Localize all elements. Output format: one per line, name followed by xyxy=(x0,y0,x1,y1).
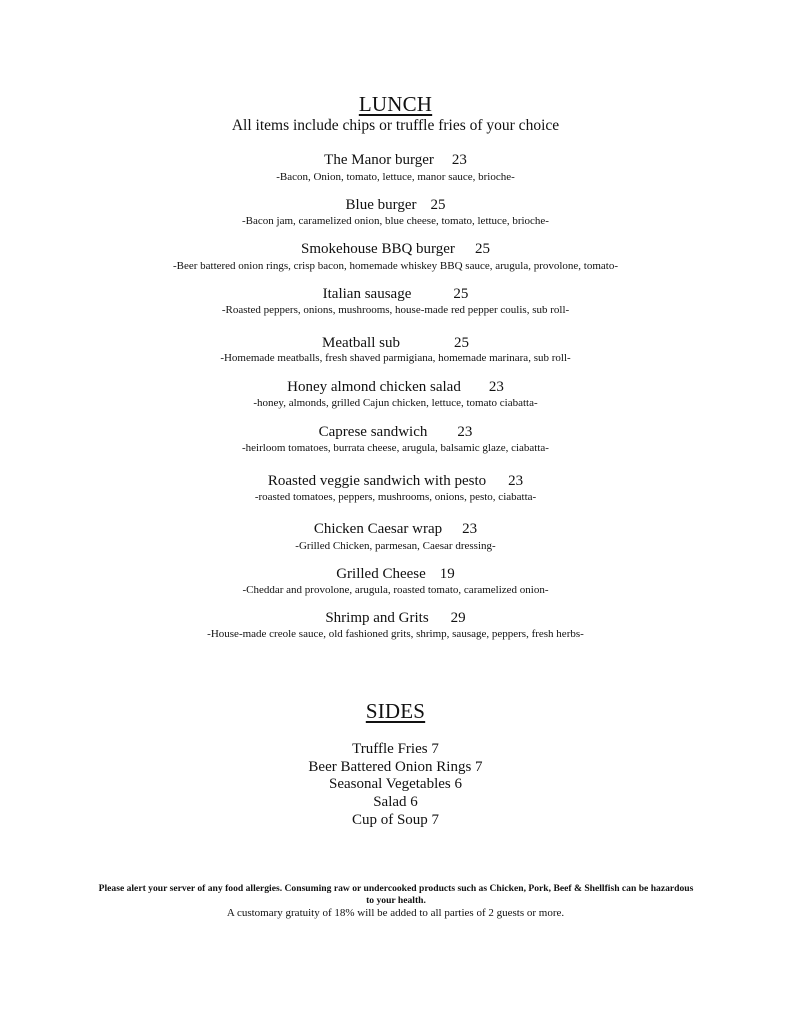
menu-item-description: -Bacon jam, caramelized onion, blue cheese, tomato, lettuce, brioche- xyxy=(242,215,549,227)
item-title: The Manor burger xyxy=(324,152,434,168)
menu-item-name xyxy=(0,152,791,169)
menu-item-description: -Beer battered onion rings, crisp bacon, homemade whiskey BBQ sauce, arugula, provolone, tomato- xyxy=(172,260,619,272)
item-price: 23 xyxy=(451,152,467,168)
item-title: Meatball sub xyxy=(322,335,400,351)
menu-item-name xyxy=(0,241,791,258)
menu-item-description: -honey, almonds, grilled Cajun chicken, lettuce, tomato ciabatta- xyxy=(253,397,538,409)
item-price: 25 xyxy=(474,241,490,257)
item-price: 19 xyxy=(439,566,455,582)
menu-item-name xyxy=(0,610,791,627)
side-item: Cup of Soup 7 xyxy=(351,812,440,828)
item-price: 23 xyxy=(508,473,524,489)
item-title: Honey almond chicken salad xyxy=(287,379,461,395)
menu-item-name xyxy=(0,424,791,441)
menu-item-description: -heirloom tomatoes, burrata cheese, arugula, balsamic glaze, ciabatta- xyxy=(242,442,549,454)
item-title: Blue burger xyxy=(345,197,417,213)
side-item: Seasonal Vegetables 6 xyxy=(328,776,463,792)
sides-title: SIDES xyxy=(365,699,426,723)
item-title: Grilled Cheese xyxy=(336,566,426,582)
item-title: Chicken Caesar wrap xyxy=(313,521,443,537)
menu-item-name xyxy=(0,197,791,214)
menu-item-description: -Roasted peppers, onions, mushrooms, house-made red pepper coulis, sub roll- xyxy=(221,304,570,316)
menu-item-description: -Bacon, Onion, tomato, lettuce, manor sauce, brioche- xyxy=(276,171,515,183)
item-price: 29 xyxy=(450,610,466,626)
menu-item-name xyxy=(0,286,791,303)
menu-item-name xyxy=(0,521,791,538)
lunch-subtitle: All items include chips or truffle fries of your choice xyxy=(231,117,560,134)
side-item: Truffle Fries 7 xyxy=(352,741,439,757)
menu-item-name xyxy=(0,335,791,352)
item-price: 23 xyxy=(457,424,473,440)
menu-item-description: -Homemade meatballs, fresh shaved parmigiana, homemade marinara, sub roll- xyxy=(220,352,571,364)
menu-item-description: -Grilled Chicken, parmesan, Caesar dressing- xyxy=(295,540,496,552)
allergy-notice: Please alert your server of any food allergies. Consuming raw or undercooked products such as Chicken, Pork, Beef & Shellfish can be hazardous to your health. xyxy=(98,883,694,906)
item-title: Caprese sandwich xyxy=(318,424,428,440)
item-title: Shrimp and Grits xyxy=(325,610,429,626)
menu-item-description: -roasted tomatoes, peppers, mushrooms, onions, pesto, ciabatta- xyxy=(254,491,537,503)
item-title: Italian sausage xyxy=(322,286,412,302)
side-item: Salad 6 xyxy=(373,794,418,810)
item-price: 25 xyxy=(453,335,469,351)
gratuity-notice: A customary gratuity of 18% will be added to all parties of 2 guests or more. xyxy=(226,907,565,919)
side-item: Beer Battered Onion Rings 7 xyxy=(308,759,483,775)
item-title: Roasted veggie sandwich with pesto xyxy=(267,473,487,489)
menu-item-name xyxy=(0,566,791,583)
item-title: Smokehouse BBQ burger xyxy=(301,241,455,257)
menu-item-description: -House-made creole sauce, old fashioned grits, shrimp, sausage, peppers, fresh herbs- xyxy=(207,628,584,640)
item-price: 23 xyxy=(462,521,478,537)
item-price: 25 xyxy=(453,286,469,302)
menu-item-name xyxy=(0,379,791,396)
item-price: 25 xyxy=(430,197,446,213)
menu-item-description: -Cheddar and provolone, arugula, roasted tomato, caramelized onion- xyxy=(242,584,549,596)
lunch-title: LUNCH xyxy=(358,92,433,116)
menu-item-name xyxy=(0,473,791,490)
item-price: 23 xyxy=(488,379,504,395)
